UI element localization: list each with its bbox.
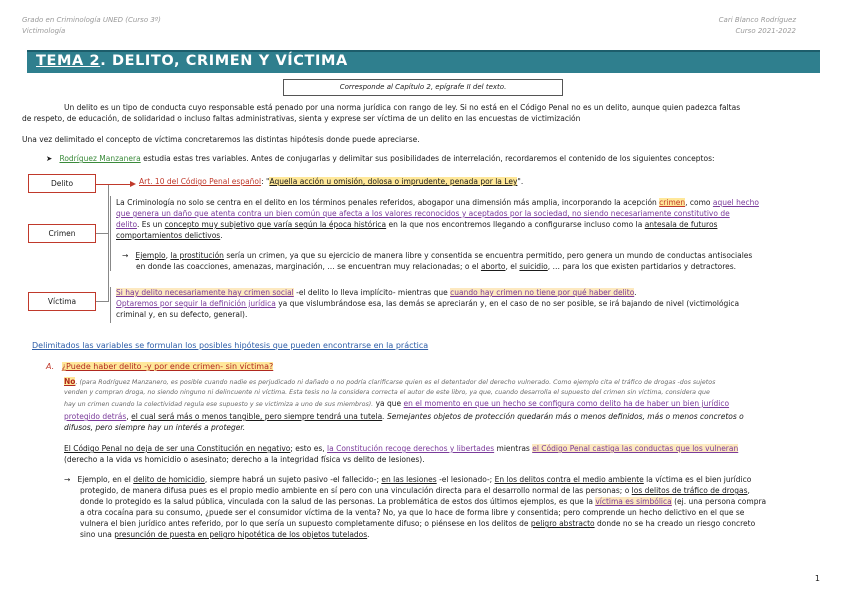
victima-bracket: [110, 287, 111, 323]
delito-arrow-icon: [130, 181, 136, 187]
delito-arrow-line: [108, 184, 132, 185]
hypothesis-a-note-3: hay un crimen cuando la colectividad regula ese supuesto y se victimiza a uno de sus miembros). ya que en el momento en que un hecho se configura como delito ha de haber un bien jurídico: [64, 399, 730, 408]
title-text: . DELITO, CRIMEN Y VÍCTIMA: [100, 53, 348, 69]
page-number: 1: [814, 574, 820, 583]
crimen-example-line-1: → Ejemplo, la prostitución sería un crimen, ya que su ejercicio de manera libre y consentida se encuentra permitido, pero genera un mundo de conductas antisociales: [122, 251, 753, 260]
example-arrow-icon: →: [122, 251, 129, 260]
no-answer: No: [64, 377, 76, 386]
subject-name: Victimología: [22, 27, 66, 35]
intro-line-3: Una vez delimitado el concepto de víctima concretaremos las distintas hipótesis donde puede apreciarse.: [22, 135, 420, 144]
course-name: Grado en Criminología UNED (Curso 3º): [22, 16, 161, 24]
victima-line-2: Optaremos por seguir la definición jurídica ya que vislumbrándose esa, las demás se apreciarán y, en el caso de no ser posible, se irá bajando de nivel (victimológica: [116, 299, 740, 308]
chapter-reference-box: Corresponde al Capítulo 2, epígrafe II del texto.: [283, 79, 563, 96]
header-left: [22, 15, 161, 37]
codigo-penal-line-1: El Código Penal no deja de ser una Constitución en negativo; esto es, la Constitución recoge derechos y libertades mientras el Código Penal castiga las conductas que los vulneran: [64, 444, 739, 453]
hypothesis-a-question: A. ¿Puede haber delito -y por ende crimen- sin víctima?: [46, 362, 274, 371]
delito-quote: Aquella acción u omisión, dolosa o imprudente, penada por la Ley: [269, 177, 518, 186]
crimen-example-line-2: en donde las coacciones, amenazas, marginación, … se encuentran muy relacionadas; o el aborto, el suicidio, … para los que existen partidarios y detractores.: [136, 262, 737, 271]
concept-connector-vertical: [108, 185, 109, 301]
author-link[interactable]: Rodríguez Manzanera: [59, 154, 141, 163]
crimen-line-4: comportamientos delictivos.: [116, 231, 223, 240]
hypothesis-a-note-2: venden y compran droga, no siendo ninguno ni delincuente ni víctima. Esta tesis no la considera correcta el autor de este libro, ya que, cuando desarrolla el supuesto del crimen sin víctima, considera que: [64, 389, 710, 396]
example-line-6: sino una presunción de puesta en peligro hipotética de los objetos tutelados.: [80, 530, 370, 539]
hypothesis-a-line-4: protegido detrás, el cual será más o menos tangible, pero siempre tendrá una tutela. Semejantes objetos de protección quedarán más o menos definidos, más o menos concretos o: [64, 412, 744, 421]
delito-connector: [95, 184, 109, 185]
victima-label-box: Víctima: [28, 292, 96, 311]
crimen-connector: [95, 233, 109, 234]
title-banner: [27, 50, 820, 73]
bullet-arrow-icon: ➤: [46, 154, 53, 163]
hypothesis-letter: A.: [46, 362, 55, 371]
example-line-2: protegido, de manera difusa pues es el propio medio ambiente en sí pero con una vinculación directa para el desarrollo normal de las personas; o los delitos de tráfico de drogas,: [80, 486, 750, 495]
intro-line-2: de respeto, de educación, de solidaridad o incluso faltas administrativas, sienta y exprese ser víctima de un delito en las encuestas de victimización: [22, 114, 581, 123]
hypothesis-a-note-1: No, (para Rodríguez Manzanero, es posible cuando nadie es perjudicado ni dañado o no podría clarificarse quien es el detentador del derecho vulnerado. Como ejemplo cita el tráfico de drogas -dos sujetos: [64, 377, 716, 386]
victima-connector: [95, 301, 109, 302]
intro-line-1: Un delito es un tipo de conducta cuyo responsable está penado por una norma jurídica con rango de ley. Si no está en el Código Penal no es un delito, aunque quien padezca faltas: [64, 103, 741, 112]
example-line-1: → Ejemplo, en el delito de homicidio, siempre habrá un sujeto pasivo -el fallecido-; en las lesiones -el lesionado-; En los delitos contra el medio ambiente la víctima es el bien jurídico: [64, 475, 752, 484]
course-year: Curso 2021-2022: [735, 27, 796, 35]
example-line-5: vulnera el bien jurídico antes referido, por lo que sería un supuesto completamente difuso; o piénsese en los delitos de peligro abstracto donde no se ha creado un riesgo concreto: [80, 519, 756, 528]
delito-definition: Art. 10 del Código Penal español: "Aquella acción u omisión, dolosa o imprudente, penada por la Ley".: [139, 177, 524, 186]
crimen-label-box: Crimen: [28, 224, 96, 243]
page-title: [36, 53, 348, 69]
title-number: TEMA 2: [36, 53, 101, 69]
crimen-line-3: delito. Es un concepto muy subjetivo que varía según la época histórica en la que nos encontremos llegando a configurarse incluso como la antesala de futuros: [116, 220, 718, 229]
crimen-term: crimen: [659, 198, 686, 207]
codigo-penal-article: Art. 10 del Código Penal español: [139, 177, 262, 186]
crimen-bracket: [110, 196, 111, 271]
header-right: [719, 15, 796, 37]
hypotheses-heading: Delimitados las variables se formulan los posibles hipótesis que pueden encontrarse en la práctica: [32, 341, 429, 350]
crimen-line-2: que genera un daño que atenta contra un bien común que afecta a los valores reconocidos y aceptados por la sociedad, no siendo necesariamente constitutivo de: [116, 209, 730, 218]
codigo-penal-line-2: (derecho a la vida vs homicidio o asesinato; derecho a la integridad física vs delito de lesiones).: [64, 455, 425, 464]
victima-line-3: criminal y, en su defecto, general).: [116, 310, 248, 319]
hypothesis-a-line-5: difusos, pero siempre hay un interés a proteger.: [64, 423, 246, 432]
victima-line-1: Si hay delito necesariamente hay crimen social -el delito lo lleva implícito- mientras que cuando hay crimen no tiene por qué haber delito.: [116, 288, 637, 297]
example-line-4: a otra cocaína para su consumo, ¿puede ser el consumidor víctima de la venta? No, ya que lo hace de forma libre y consentida; pero comprende un hecho delictivo en el que se: [80, 508, 745, 517]
example-arrow-icon: →: [64, 475, 71, 484]
bullet-manzanera: ➤ Rodríguez Manzanera estudia estas tres variables. Antes de conjugarlas y delimitar sus posibilidades de interrelación, recordaremos el contenido de los siguientes conceptos:: [46, 154, 715, 163]
crimen-line-1: La Criminología no solo se centra en el delito en los términos penales referidos, abogapor una dimensión más amplia, incorporando la acepción crimen, como aquel hecho: [116, 198, 759, 207]
delito-label-box: Delito: [28, 174, 96, 193]
author-name: Cari Blanco Rodríguez: [718, 16, 796, 24]
example-line-3: donde lo protegido es la salud pública, vinculada con la salud de las personas. La problemática de estos dos últimos ejemplos, es que la víctima es simbólica (ej. una persona compra: [80, 497, 767, 506]
